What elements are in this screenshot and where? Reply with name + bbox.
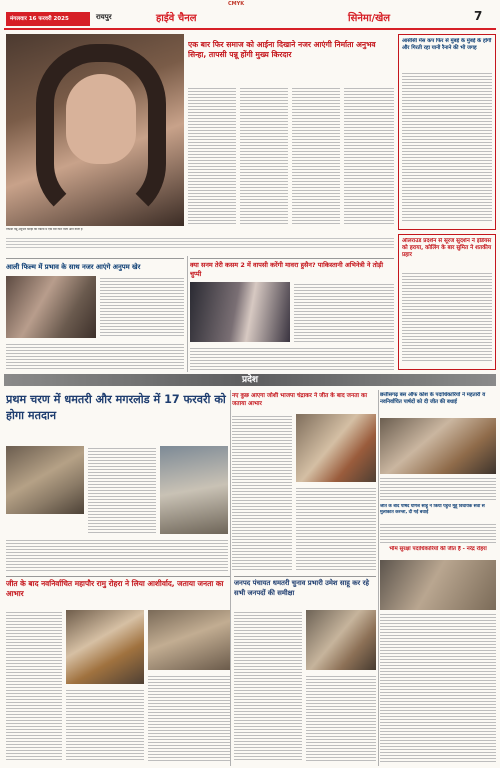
sports-story-headline: ऑलराउंड प्रदर्शन से सूरज सुदर्शन ने इंडियंस को हराया, कोलिंग के बार सुमित ने शतकीय प्रहार xyxy=(402,238,492,259)
section-left-title: हाईवे चैनल xyxy=(156,13,197,24)
caption-lines xyxy=(6,236,394,248)
cinema-lead-body-4 xyxy=(344,86,394,224)
cinema-story-a-body-2 xyxy=(6,342,184,370)
pradesh-lead-body xyxy=(88,446,156,534)
column-rule xyxy=(378,390,379,766)
pradesh-lead-photo-2 xyxy=(160,446,228,534)
cinema-story-a-body xyxy=(100,276,184,338)
pradesh-mid-body xyxy=(232,414,292,572)
pradesh-right-body-2 xyxy=(380,522,496,544)
pradesh-band-label: प्रदेश xyxy=(241,375,259,385)
pradesh-right-photo xyxy=(380,418,496,474)
masthead-rule xyxy=(4,28,496,30)
pradesh-band xyxy=(4,374,496,386)
sports-story-body xyxy=(402,271,492,363)
pradesh-mid-headline: नए कुछ आएगा जोशी भाजपा चंद्राकर ने जीत के बाद जनता का जताया आभार xyxy=(232,393,367,408)
sports-box-headline: आसीसी मेंस कप फिर से मुंबई के मुंबई के होंगी और गिरती रहा यानी रैनाने की भी जगह xyxy=(402,38,492,51)
column-rule xyxy=(230,390,231,766)
pradesh-right-photo-2 xyxy=(380,560,496,610)
bottom-left-body xyxy=(6,610,62,762)
masthead xyxy=(0,0,500,30)
sports-story xyxy=(398,234,496,370)
bottom-mid-body-2 xyxy=(306,674,376,762)
cinema-story-b-photo xyxy=(190,282,290,342)
cinema-lead-caption: तापसी पन्नू अनुभव सिन्हा की फिल्म में एक बार फिर नजर आने वाली हैं xyxy=(6,228,83,231)
bottom-left-photo xyxy=(66,610,144,684)
pradesh-right-headline: छत्तीसगढ़ बस ऑफ कोश के पदाधिकारियों ने महतारी व नवनिर्वाचित पार्षदों को दी जीत की बधाई xyxy=(380,392,486,406)
cinema-lead-headline: एक बार फिर समाज को आईना दिखाने नजर आएंगी निर्माता अनुभव सिन्हा, तापसी पन्नू होंगी मुख्य किरदार xyxy=(188,40,376,59)
pradesh-mid-photo xyxy=(296,414,376,482)
sports-box-body xyxy=(402,71,492,221)
pradesh-right-subheadline-2: भीम सुरक्षा पदाधिकारियों की जीत है - नरेंद्र रोहरा xyxy=(389,546,487,552)
cinema-story-a-photo xyxy=(6,276,96,338)
pradesh-lead-body-2 xyxy=(6,538,228,572)
bottom-left-photo-2 xyxy=(148,610,230,670)
pradesh-right-body-3 xyxy=(380,612,496,762)
cinema-lead-body-3 xyxy=(292,86,340,224)
issue-date: मंगलवार 16 फरवरी 2025 xyxy=(10,16,69,22)
cinema-lead-body xyxy=(188,86,236,224)
cinema-lead-body-2 xyxy=(240,86,288,224)
bottom-left-body-2 xyxy=(66,688,144,762)
bottom-mid-body xyxy=(234,610,302,762)
sports-box xyxy=(398,34,496,230)
pradesh-lead-photo xyxy=(6,446,84,514)
column-rule xyxy=(187,256,188,372)
portrait-hair xyxy=(36,44,166,224)
cinema-story-a-headline: आली फिल्म में प्रभाव के साथ नजर आएंगे अनुपम खेर xyxy=(6,258,184,272)
pradesh-mid-body-2 xyxy=(296,486,376,572)
cinema-story-b-body xyxy=(294,282,394,342)
cinema-story-b-body-2 xyxy=(190,346,394,370)
page-number: 7 xyxy=(474,9,483,23)
pradesh-right-subheadline: जीत के बाद पार्षद योगेश साहू ने किया पहुंचे मुहूँ विधायक सेवा से मुलाकात करन्ता, दी गई बधाई xyxy=(380,504,485,515)
cinema-lead-photo xyxy=(6,34,184,226)
bottom-mid-headline: जनपद पंचायत धमतरी चुनाव प्रभारी उमेश साहू कर रहे सभी जनपदों की समीक्षा xyxy=(234,576,376,606)
bottom-left-body-3 xyxy=(148,674,230,762)
bottom-left-headline: जीत के बाद नवनिर्वाचित महापौर रामु रोहरा ने लिया आशीर्वाद, जताया जनता का आभार xyxy=(6,576,230,606)
section-right-title: सिनेमा/खेल xyxy=(348,13,391,24)
pradesh-lead-headline: प्रथम चरण में धमतरी और मगरलोड में 17 फरवरी को होगा मतदान xyxy=(6,393,226,422)
pradesh-right-body xyxy=(380,476,496,502)
date-strip xyxy=(6,12,90,26)
city-name: रायपुर xyxy=(96,13,112,21)
cinema-story-b-headline: क्या सनम तेरी कसम 2 में वापसी करेंगी मावरा हुसैन? पाकिस्तानी अभिनेत्री ने तोड़ी चुप्पी xyxy=(190,258,394,278)
bottom-mid-photo xyxy=(306,610,376,670)
cmyk-mark: CMYK xyxy=(228,1,245,7)
